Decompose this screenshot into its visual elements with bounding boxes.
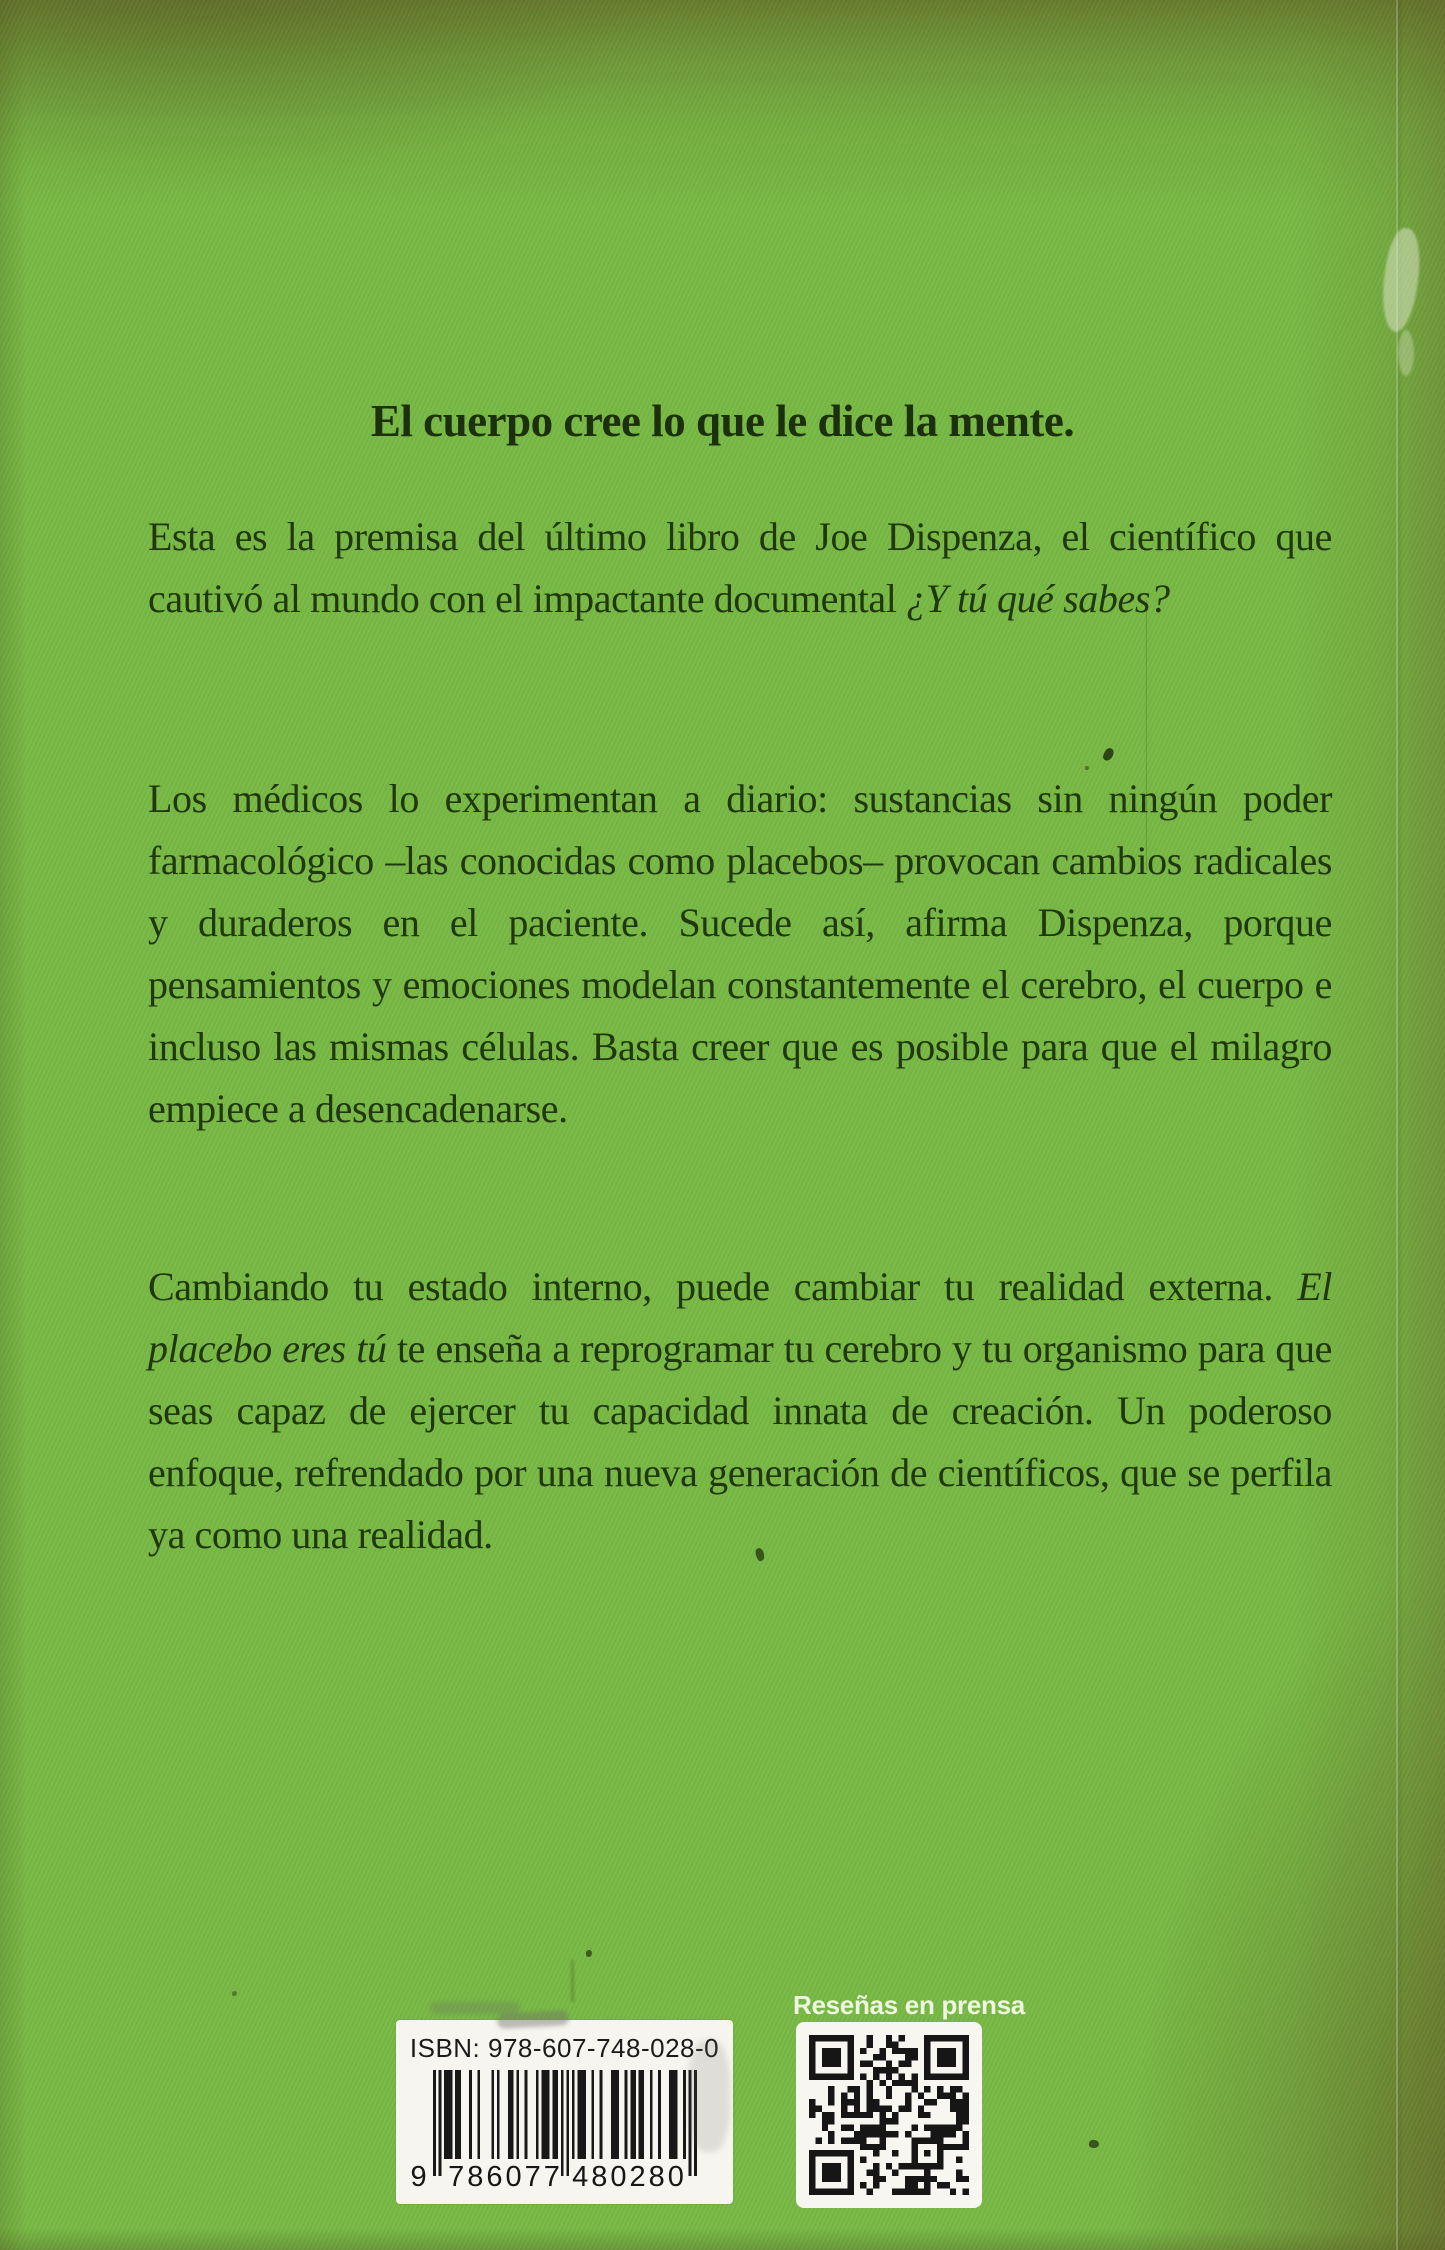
- isbn-barcode-label: [396, 2020, 733, 2204]
- qr-code-pattern: [809, 2035, 969, 2195]
- tape-scratch-artifact: [1377, 226, 1425, 334]
- blurb-paragraph-2: Los médicos lo experimentan a diario: sustancias sin ningún poder farmacológico –las conocidas como placebos– provocan cambios radicales y duraderos en el paciente. Sucede así, afirma Dispenza, porque pensamientos y emociones modelan constantemente el cerebro, el cuerpo e incluso las mismas células. Basta creer que es posible para que el milagro empiece a desencadenarse.: [148, 776, 1332, 1131]
- blurb-paragraph-3: Cambiando tu estado interno, puede cambiar tu realidad externa. El placebo eres tú te enseña a reprogramar tu cerebro y tu organismo para que seas capaz de ejercer tu capacidad innata de creación. Un poderoso enfoque, refrendado por una nueva generación de científicos, que se perfila ya como una realidad.: [148, 1264, 1332, 1557]
- ean13-barcode: [410, 2068, 715, 2196]
- tagline-title: El cuerpo cree lo que le dice la mente.: [370, 396, 1075, 446]
- press-reviews-label: Reseñas en prensa: [793, 1990, 1025, 2020]
- vertical-crease-artifact: [1396, 0, 1398, 2250]
- isbn-number: ISBN: 978-607-748-028-0: [409, 2033, 720, 2063]
- ink-speck-artifact: [1088, 2139, 1099, 2149]
- blurb-paragraph-1: Esta es la premisa del último libro de Joe Dispenza, el científico que cautivó al mundo con el impactante documental ¿Y tú qué sabes?: [148, 514, 1332, 621]
- ink-speck-artifact: [232, 1991, 237, 1996]
- smudge-artifact: [571, 1960, 574, 2002]
- qr-code: [796, 2022, 982, 2208]
- barcode-digit-lead: 9: [410, 2161, 430, 2193]
- ink-speck-artifact: [1102, 747, 1116, 763]
- barcode-digit-group2: 480280: [572, 2161, 687, 2193]
- smudge-artifact: [430, 2002, 520, 2014]
- ink-speck-artifact: [586, 1950, 592, 1957]
- barcode-digit-group1: 786077: [448, 2161, 563, 2193]
- tape-scratch-artifact: [1398, 330, 1414, 376]
